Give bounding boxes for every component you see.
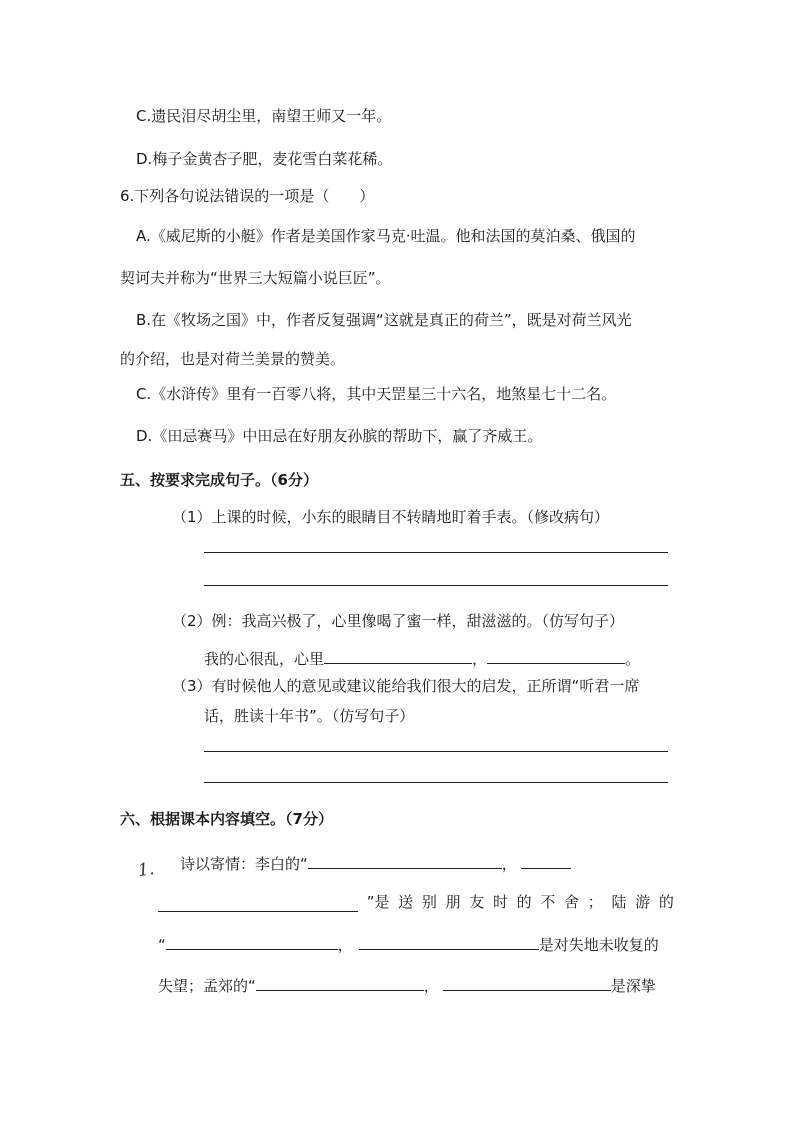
q6-stem: 6.下列各句说法错误的一项是（ ）	[120, 187, 375, 205]
fill-blank-7[interactable]	[443, 975, 611, 991]
fill-line2-char: 友	[469, 893, 485, 911]
fill-line-4	[158, 975, 656, 996]
fill-line4-tail: 是深挚	[610, 977, 656, 995]
fill-line2-char: 时	[492, 893, 508, 911]
fill-line2-char: 别	[421, 893, 437, 911]
fill-blank-1[interactable]	[308, 853, 502, 869]
fill-line2-char: 送	[398, 893, 414, 911]
q6-option-c: C.《水浒传》里有一百零八将，其中天罡星三十六名，地煞星七十二名。	[136, 385, 617, 403]
q6-option-d: D.《田忌赛马》中田忌在好朋友孙膑的帮助下，赢了齐威王。	[136, 427, 543, 445]
fill-line-3	[158, 934, 659, 955]
fill-line3-open-quote: “	[158, 936, 166, 954]
fill-blank-5[interactable]	[359, 934, 539, 950]
fill-blank-3[interactable]	[158, 896, 358, 912]
fill-blank-2[interactable]	[521, 853, 571, 869]
fill-line2-char: ”是	[366, 893, 390, 911]
item1-answer-line-2[interactable]	[204, 585, 668, 586]
fill-line1-comma: ，	[501, 855, 517, 873]
item2-prefix: 我的心很乱，心里	[204, 650, 325, 668]
q6-option-b-line1: B.在《牧场之国》中，作者反复强调“这就是真正的荷兰”，既是对荷兰风光	[136, 311, 632, 329]
fill-line3-comma: ，	[337, 936, 353, 954]
q6-option-a-line1: A.《威尼斯的小艇》作者是美国作家马克·吐温。他和法国的莫泊桑、俄国的	[136, 227, 636, 245]
fill-line-1	[180, 853, 571, 874]
handwritten-number: 1.	[136, 858, 156, 882]
item1-answer-line-1[interactable]	[204, 552, 668, 553]
fill-line2-char: 不	[540, 893, 556, 911]
section5-item2: （2）例：我高兴极了，心里像喝了蜜一样，甜滋滋的。（仿写句子）	[172, 612, 625, 630]
fill-line2-char: 游	[635, 893, 651, 911]
section5-item3-line2: 话，胜读十年书”。（仿写句子）	[204, 707, 415, 725]
fill-line4-text: 失望；孟郊的“	[158, 977, 256, 995]
item2-blank-1[interactable]	[324, 648, 472, 664]
fill-line2-char: ；	[587, 893, 603, 911]
section6-heading: 六、根据课本内容填空。（7分）	[120, 810, 333, 828]
item3-answer-line-1[interactable]	[204, 751, 668, 752]
item2-blank-2[interactable]	[487, 648, 625, 664]
item2-answer-row	[204, 648, 640, 669]
fill-line3-tail: 是对失地未收复的	[538, 936, 659, 954]
fill-line2-char: 舍	[564, 893, 580, 911]
section5-item1: （1）上课的时候，小东的眼睛目不转睛地盯着手表。（修改病句）	[172, 508, 610, 526]
fill-line4-comma: ，	[423, 977, 439, 995]
fill-line2-char: 陆	[611, 893, 627, 911]
section5-heading: 五、按要求完成句子。（6分）	[120, 471, 318, 489]
item3-answer-line-2[interactable]	[204, 782, 668, 783]
fill-blank-4[interactable]	[166, 934, 338, 950]
q6-option-a-line2: 契诃夫并称为“世界三大短篇小说巨匠”。	[120, 269, 391, 287]
item2-end: 。	[625, 650, 641, 668]
q6-option-b-line2: 的介绍，也是对荷兰美景的赞美。	[120, 350, 346, 368]
fill-blank-6[interactable]	[256, 975, 424, 991]
fill-line2-char: 朋	[445, 893, 461, 911]
fill-line2-char: 的	[516, 893, 532, 911]
q5-option-d: D.梅子金黄杏子肥，麦花雪白菜花稀。	[136, 150, 393, 168]
item2-comma: ，	[472, 650, 488, 668]
fill-line-2	[158, 892, 674, 912]
section5-item3-line1: （3）有时候他人的意见或建议能给我们很大的启发，正所谓“听君一席	[172, 677, 640, 695]
fill-line2-char: 的	[658, 893, 674, 911]
fill-line1-text: 诗以寄情：李白的“	[180, 855, 308, 873]
q5-option-c: C.遗民泪尽胡尘里，南望王师又一年。	[136, 107, 392, 125]
